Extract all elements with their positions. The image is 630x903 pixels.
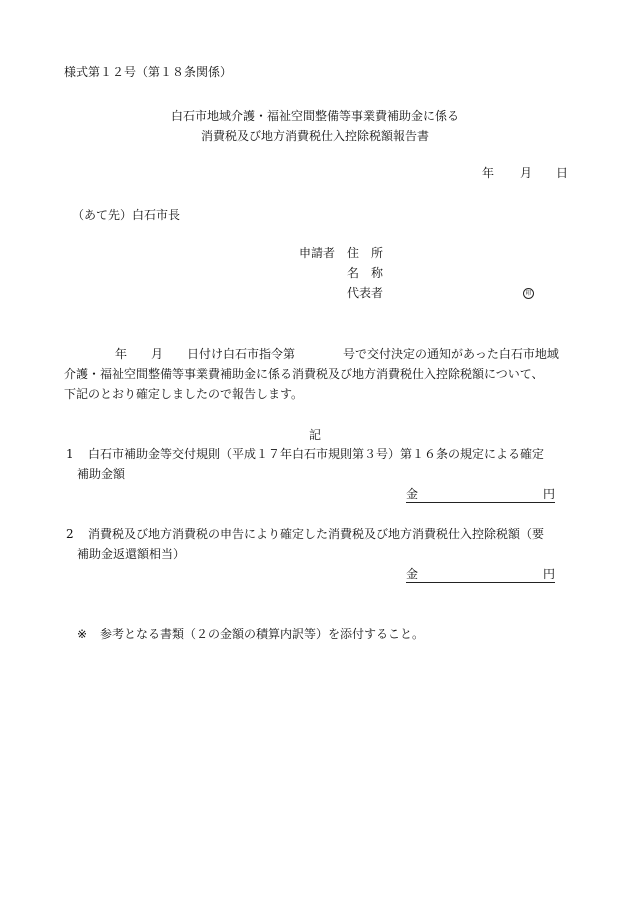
item1-number: 1 [66,447,74,461]
item1-amount-suffix: 円 [543,487,556,501]
item1-line2: 補助金額 [77,467,126,481]
item2-amount-suffix: 円 [543,567,556,581]
item2-amount-prefix: 金 [406,567,419,581]
document-title-line2: 消費税及び地方消費税仕入控除税額報告書 [200,129,429,143]
form-number: 様式第１２号（第１８条関係） [64,65,233,79]
item2-amount-underline [406,582,555,583]
body-line1-a: 日付け白石市指令第 [187,347,296,361]
item2-line2: 補助金返還額相当） [77,547,186,561]
item1-amount-underline [406,502,555,503]
item1-amount-prefix: 金 [406,487,419,501]
document-title-line1: 白石市地域介護・福祉空間整備等事業費補助金に係る [170,109,459,123]
date-year-label: 年 [482,166,495,180]
body-month-label: 月 [151,347,164,361]
seal-mark-icon: 印 [523,288,534,299]
body-line3: 下記のとおり確定しましたので報告します。 [64,387,304,401]
ki-heading: 記 [308,428,321,442]
applicant-label: 申請者 [299,246,336,260]
note-text: 参考となる書類（２の金額の積算内訳等）を添付すること。 [100,627,425,641]
item2-line1: 消費税及び地方消費税の申告により確定した消費税及び地方消費税仕入控除税額（要 [88,527,545,541]
note-mark: ※ [77,627,88,641]
date-month-label: 月 [520,166,533,180]
body-line1-b: 号で交付決定の通知があった白石市地域 [343,347,559,361]
representative-label: 代表者 [347,286,384,300]
date-day-label: 日 [556,166,569,180]
item1-line1: 白石市補助金等交付規則（平成１７年白石市規則第３号）第１６条の規定による確定 [88,447,545,461]
name-label: 名 称 [347,266,384,280]
body-year-label: 年 [115,347,128,361]
body-line2: 介護・福祉空間整備等事業費補助金に係る消費税及び地方消費税仕入控除税額について、 [64,367,544,381]
item2-number: 2 [66,527,74,541]
address-label: 住 所 [347,246,384,260]
addressee: （あて先）白石市長 [72,208,181,222]
